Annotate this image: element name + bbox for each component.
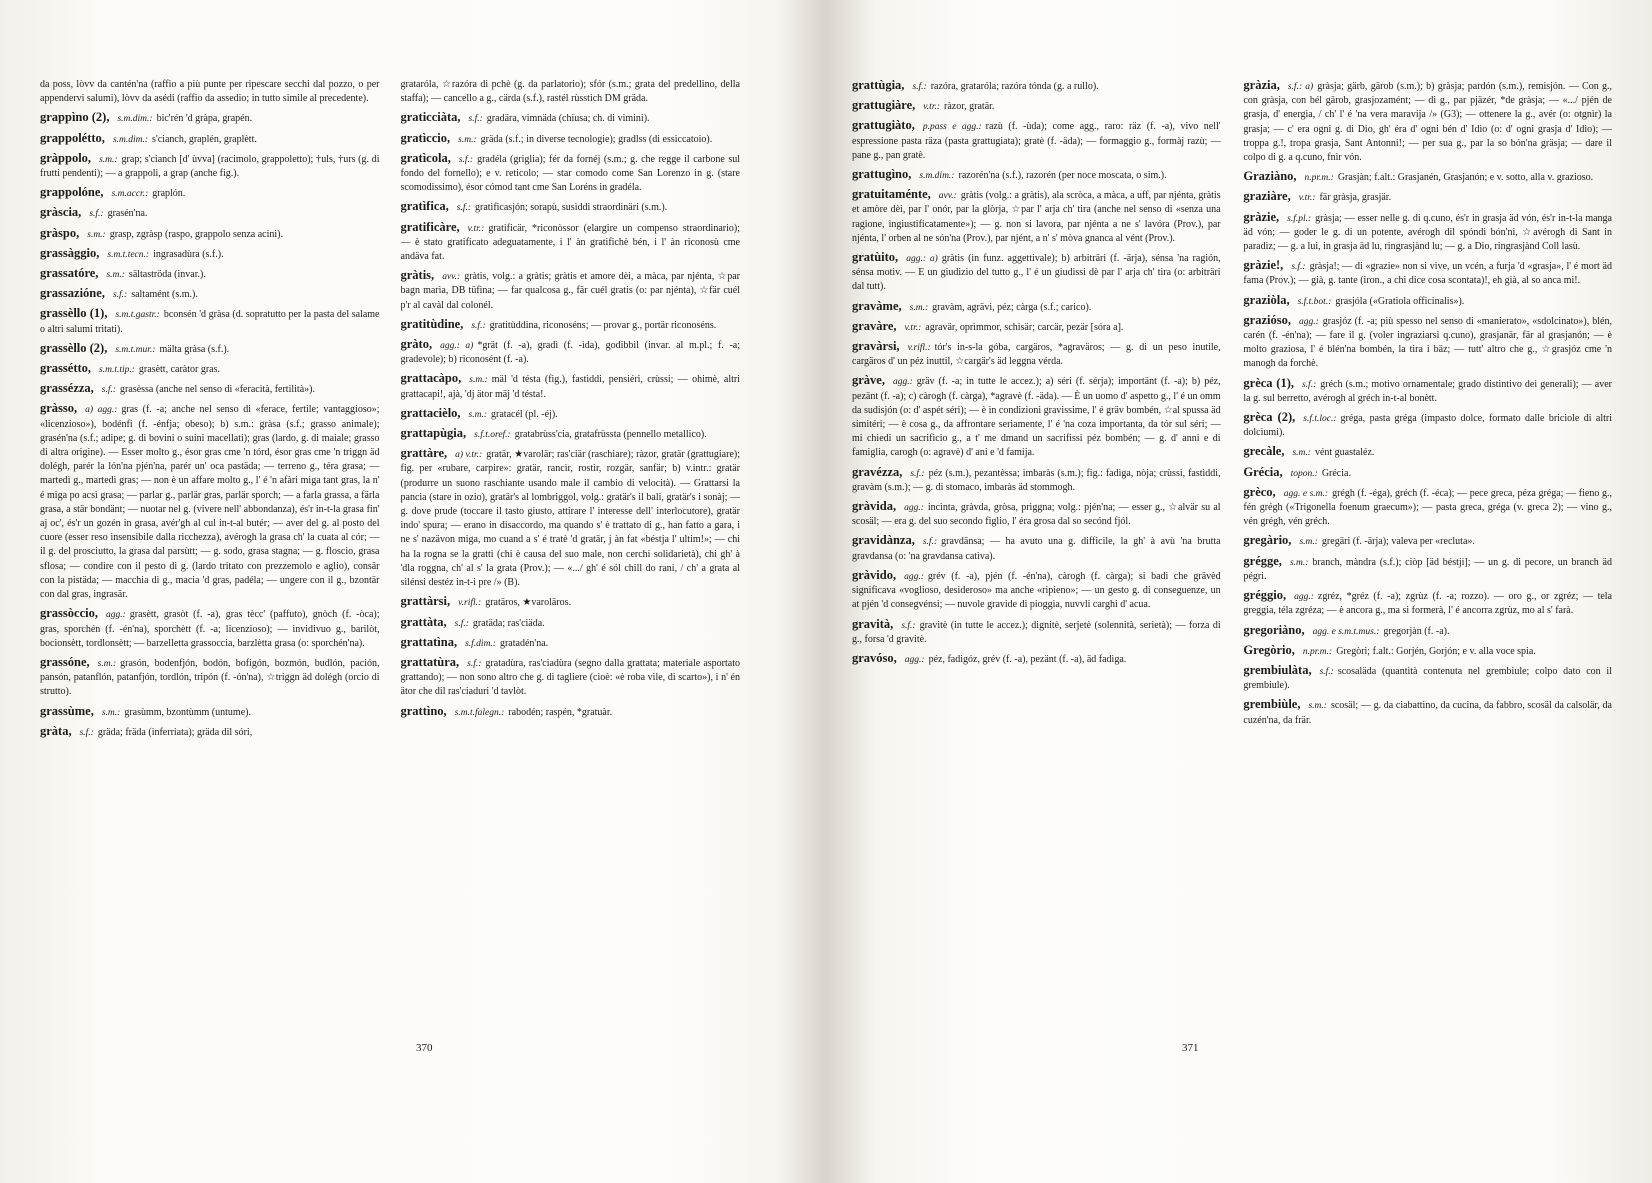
entry-definition: Grécia. bbox=[1321, 467, 1351, 479]
entry-grammar: s.m.: bbox=[1299, 537, 1318, 548]
entry-headword: grèca (1), bbox=[1243, 375, 1294, 390]
entry-grammar: s.f.pl.: bbox=[1287, 213, 1312, 224]
entry-grammar: agg.: bbox=[1294, 592, 1314, 603]
entry-headword: grassèllo (2), bbox=[40, 340, 108, 355]
entry-grammar: s.m.: bbox=[99, 154, 118, 165]
entry-definition: grasùmm, bzontùmm (untume). bbox=[124, 706, 251, 718]
entry-grammar: s.f.: bbox=[901, 620, 916, 631]
entry-definition: gratificär, *riconòssor (elargire un compenso straordinario); — è stato gratificato adeguatamente, i l' àn gratifichè bén, i l' àn riconosù cme andäva fat. bbox=[400, 222, 740, 263]
entry-headword: grecàle, bbox=[1243, 444, 1285, 459]
entry-grammar: s.f.t.loc.: bbox=[1303, 414, 1337, 425]
entry-headword: grappolóne, bbox=[40, 185, 104, 200]
entry-definition: gräda (s.f.; in diverse tecnologie); gradlss (di essiccatoio). bbox=[480, 133, 713, 145]
entry-grammar: s.f.: bbox=[456, 203, 471, 214]
dictionary-entry bbox=[1243, 258, 1612, 288]
dictionary-entry bbox=[401, 635, 741, 651]
right-page bbox=[852, 78, 1612, 1078]
entry-definition: péz (s.m.), pezantèssa; imbaràs (s.m.); fig.: fadìga, nòja; crùssi, fastìddi, gravàm (s.m.); — g. di stomaco, imbaràs äd stommogh. bbox=[852, 467, 1221, 493]
dictionary-entry bbox=[40, 110, 380, 126]
entry-definition: gratificasjón; sorapù, susìddi straordinäri (s.m.). bbox=[475, 202, 668, 214]
right-col-2 bbox=[1243, 78, 1612, 1078]
entry-definition: da poss, lòvv da cantén'na (raffio a più punte per ripescare secchi dal pozzo, o per appendervi salumi), lòvv da asédi (raffio da assedio; in tutto simile al precedente). bbox=[40, 79, 380, 105]
dictionary-entry bbox=[1243, 376, 1612, 406]
entry-headword: Grécia, bbox=[1243, 464, 1283, 479]
entry-grammar: s.f.: bbox=[79, 727, 94, 738]
left-col-2 bbox=[401, 78, 741, 1078]
dictionary-entry bbox=[852, 533, 1221, 563]
entry-headword: gràsso, bbox=[40, 401, 78, 416]
entry-grammar: s.m.t.tecn.: bbox=[107, 249, 150, 260]
entry-headword: gràscia, bbox=[40, 205, 82, 220]
entry-definition: gràsja; — esser nelle g. di q.cuno, és'r in grasja äd vón, és'r in-t-la manga äd vón; — goder le g. di un potente, avérogh dil spóndi bón'ni, ☆avérogh di Sant in paradìz; — g. a lui, in grasja äd lu, ringrasjànd lu; — g. a Dio, ringrasjànd Coll lasù. bbox=[1243, 212, 1612, 253]
dictionary-entry bbox=[852, 250, 1221, 295]
entry-headword: gràzie!, bbox=[1243, 258, 1284, 273]
entry-definition: grasén'na. bbox=[107, 208, 148, 220]
entry-grammar: s.m.t.tip.: bbox=[99, 365, 135, 376]
entry-headword: grassóne, bbox=[40, 654, 90, 669]
dictionary-entry bbox=[401, 268, 741, 313]
entry-definition: razóra, grataróla; razóra tónda (g. a rullo). bbox=[930, 81, 1099, 92]
dictionary-entry bbox=[40, 381, 380, 397]
entry-headword: gregoriàno, bbox=[1243, 622, 1305, 637]
entry-headword: gregàrio, bbox=[1243, 533, 1292, 548]
entry-headword: grassòccio, bbox=[40, 606, 98, 621]
dictionary-entry bbox=[40, 306, 380, 336]
dictionary-entry bbox=[40, 185, 380, 201]
dictionary-entry bbox=[401, 110, 741, 126]
entry-definition: grasjóz (f. -a; più spesso nel senso di «manierato», «sdolcinato»), blén, carén (f. -én'na); — fare il g. (voler ingraziarsi q.cuno), grasjanär, fär al grasjanón; — è molto graziosa, l' é blén'na bombén, la tira i bäz; — tutt' altro che g., ☆grasjóz cme 'n manogh da forchè. bbox=[1243, 315, 1612, 370]
entry-headword: Gregòrio, bbox=[1243, 642, 1295, 657]
entry-definition: Gregòri; f.alt.: Gorjén, Gorjón; e v. alla voce spia. bbox=[1336, 645, 1536, 657]
entry-grammar: s.m.: bbox=[87, 229, 106, 240]
entry-grammar: avv.: bbox=[442, 272, 461, 283]
entry-definition: gratäda; ras'ciäda. bbox=[472, 617, 545, 629]
entry-grammar: v.tr.: bbox=[1298, 193, 1316, 204]
entry-grammar: agg. e s.m.: bbox=[1283, 488, 1329, 499]
entry-grammar: s.f.: bbox=[468, 114, 483, 125]
dictionary-entry bbox=[852, 98, 1221, 114]
dictionary-entry bbox=[40, 246, 380, 262]
dictionary-entry bbox=[401, 704, 741, 720]
entry-grammar: a) agg.: bbox=[85, 405, 118, 416]
entry-definition: gratäros, ★varoläros. bbox=[485, 597, 572, 609]
entry-headword: grattatìna, bbox=[400, 634, 458, 649]
entry-definition: gradära, vimnäda (chiusa; ch. di vimini). bbox=[486, 113, 650, 125]
entry-definition: gràtis (volg.: a gràtis), ala scròca, a màca, a uff, par njénta, gràtis et amòre dèi, par l' onór, par la glòrja, ☆par l' arja ch' tira (anche nel senso di «senza una ragione, ingiustificatamente»); — g. non si lavora, par njénta a ne s' lavóra (Prov.), par njénta, l' orben al ne són'na (Prov.), par njént, a n' s' mòva gnanca al vént (Prov.). bbox=[852, 190, 1221, 244]
entry-grammar: v.tr.: bbox=[904, 322, 922, 333]
entry-headword: gràvido, bbox=[852, 567, 897, 582]
entry-definition: gradéla (griglia); fér da fornéj (s.m.; g. che regge il carbone sul fondo del fornello); e v. reticolo; — star comodo come San Lorenzo in g. (stare scomodissimo), ésor cómod tant cme San Loréns in gradéla. bbox=[400, 153, 740, 194]
dictionary-entry bbox=[1243, 465, 1612, 481]
entry-definition: s'cianch, graplén, graplètt. bbox=[152, 133, 257, 145]
entry-definition: grataróla, ☆razóra di pchè (g. da parlatorio); sfór (s.m.; grata del predellino, della staffa); — cancello a g., cärda (s.f.), rastél rùsstich DM gräda. bbox=[400, 79, 740, 105]
dictionary-entry bbox=[852, 78, 1221, 94]
entry-headword: gràta, bbox=[40, 723, 72, 738]
entry-grammar: agg.: bbox=[892, 377, 913, 388]
entry-grammar: s.f.: bbox=[454, 618, 469, 629]
entry-grammar: v.rifl.: bbox=[458, 598, 482, 609]
entry-grammar: a) v.tr.: bbox=[455, 450, 483, 461]
entry-definition: graplón. bbox=[152, 188, 186, 200]
entry-definition: gregäri (f. -ärja); valeva per «recluta». bbox=[1321, 536, 1475, 548]
entry-grammar: s.f.: bbox=[101, 385, 117, 396]
entry-definition: gratadén'na. bbox=[499, 637, 549, 649]
entry-grammar: agg.: bbox=[904, 503, 924, 514]
entry-definition: gräda; fräda (inferriata); gräda dil sóri, bbox=[97, 726, 253, 738]
dictionary-entry bbox=[1243, 697, 1612, 727]
entry-headword: gràtis, bbox=[400, 268, 435, 283]
entry-grammar: agg.: bbox=[105, 610, 126, 621]
entry-definition: gratabrùss'cia, gratafrùssta (pennello metallico). bbox=[514, 429, 707, 441]
entry-headword: Graziàno, bbox=[1243, 169, 1297, 184]
entry-definition: grasjóla («Gratiola officinalis»). bbox=[1335, 295, 1465, 307]
entry-grammar: agg.: bbox=[1298, 316, 1319, 327]
dictionary-entry bbox=[40, 78, 380, 106]
entry-definition: gratär, ★varolär; ras'ciär (raschiare); ràzor, gratär (grattugiare); fig. per «rubare, carpire»: gratär, rancìr, rostìr, rozgär, sanfär; b) v.intr.: gratär (produrre un suono raschiante usando male il cambio di velocità). — Grattarsi la pancia (stare in ozio), gratär's al lombriggol, volg.: gratär's il bali, gratär's i sonàj; — g. dove prude (toccare il tasto giusto, attirare l' interesse dell' interlocutore), gratär indo' spura; — erano in disaccordo, ma quando s' è trattato di g., han fatto a gara, i ne s' nazävon miga, mo cuand a s' é tratè 'd gratär, j àn fat «béstja l' ultim!»; — chi ha la rogna se la gratti (chi è causa del suo male, non cerchi solidarietà), chi gh' à 'dla roggna, ch' al s' la grata (Prov.); — «.../ gh' é sól chill do rani, / ch' a grata al silénsi destéz in-t-i pre /» (B). bbox=[400, 449, 740, 589]
dictionary-entry bbox=[40, 704, 380, 720]
entry-headword: grattàrsi, bbox=[400, 594, 451, 609]
entry-grammar: s.m.dim.: bbox=[112, 134, 149, 145]
entry-grammar: s.f.: a) bbox=[1287, 82, 1314, 92]
entry-definition: gràsja!; — di «grazie» non si vive, un vcén, a furja 'd «grasja», l' é mort äd fama (Prov.); — già, g. tante (iron., a chi dice cosa scontata)!, eh già, al so anca mi!. bbox=[1243, 261, 1612, 287]
entry-headword: grattacièlo, bbox=[400, 405, 461, 420]
entry-grammar: s.f.: bbox=[912, 82, 927, 92]
entry-definition: gravàm, agrävi, péz; càrga (s.f.; carico). bbox=[932, 301, 1092, 313]
entry-definition: gràsja; gärb, gärob (s.m.); b) gràsja; pardón (s.m.), remisjón. — Con g., con gràsja, con bél gärob, grasjozamént; — di g., par pjäzér, *de gràsja; — «.../ pjén de grasja, d' energia, / ch' l' é 'na vera maravija /» (G3); — ottenere la g., avér (o: otgnìr) la grasja; — c' era ogni g. di Dio, gh' éra d' ogni bén d' Idìo (o: d' ogni grasja d' Idìo); — troppa g.!, tropa grasja, Sant Antonni!; — per sua g., par la so bón'na gräsja; — dare il colpo di g. a q.cuno, fnìr vón. bbox=[1243, 81, 1612, 164]
entry-grammar: p.pass e agg.: bbox=[922, 122, 982, 133]
dictionary-entry bbox=[852, 118, 1221, 163]
entry-grammar: v.tr.: bbox=[467, 223, 485, 234]
dictionary-entry bbox=[401, 317, 741, 333]
entry-headword: grattapùgia, bbox=[400, 426, 467, 441]
dictionary-entry bbox=[1243, 623, 1612, 639]
entry-headword: grattugiàto, bbox=[852, 118, 915, 133]
dictionary-entry bbox=[40, 724, 380, 740]
entry-headword: gravàre, bbox=[852, 318, 897, 333]
entry-grammar: s.f.: bbox=[1319, 666, 1334, 677]
entry-definition: rabodén; raspén, *gratuàr. bbox=[508, 706, 613, 718]
entry-definition: gravdänsa; — ha avuto una g. difficile, la gh' à avù 'na brutta gravdansa (o: 'na gravdansa catìva). bbox=[852, 536, 1221, 562]
entry-grammar: agg.: a) bbox=[440, 341, 474, 352]
entry-grammar: s.m.t.falegn.: bbox=[454, 707, 505, 718]
dictionary-entry bbox=[40, 606, 380, 651]
dictionary-entry bbox=[40, 205, 380, 221]
dictionary-entry bbox=[401, 199, 741, 215]
entry-headword: grazióso, bbox=[1243, 312, 1291, 327]
entry-grammar: v.tr.: bbox=[923, 102, 941, 113]
entry-definition: grasèssa (anche nel senso di «feracità, fertilità»). bbox=[120, 384, 315, 396]
entry-definition: razù (f. -ùda); come agg., raro: räz (f. -a), vivo nell' espressione pasta räza (pasta grattugiata); gratè (f. -äda); — formaggio g., formàj razù; — pane g., pan gratè. bbox=[852, 121, 1221, 161]
dictionary-entry bbox=[40, 131, 380, 147]
entry-definition: grap; s'cianch [d' ùvva] (racimolo, grappoletto); †uls, †urs (g. di frutti pendenti); — a grappoli, a grap (anche fig.). bbox=[40, 153, 380, 180]
entry-headword: gravàrsi, bbox=[852, 339, 900, 354]
entry-grammar: n.pr.m.: bbox=[1302, 646, 1333, 657]
dictionary-entry bbox=[401, 371, 741, 401]
entry-grammar: topon.: bbox=[1290, 468, 1318, 479]
left-col-1 bbox=[40, 78, 380, 1078]
dictionary-entry bbox=[401, 594, 741, 610]
entry-headword: grattìno, bbox=[400, 703, 447, 718]
dictionary-entry bbox=[1243, 554, 1612, 584]
entry-grammar: s.m.: bbox=[101, 707, 121, 718]
entry-grammar: s.f.: bbox=[922, 537, 938, 548]
entry-definition: Grasjàn; f.alt.: Grasjanén, Grasjanón; e v. sotto, alla v. grazioso. bbox=[1337, 172, 1594, 184]
entry-grammar: s.f.: bbox=[910, 468, 925, 479]
entry-grammar: s.m.t.mur.: bbox=[115, 344, 156, 355]
dictionary-entry bbox=[40, 151, 380, 181]
entry-headword: grassàggio, bbox=[40, 245, 100, 260]
entry-grammar: s.m.: bbox=[97, 658, 117, 669]
entry-headword: grassùme, bbox=[40, 703, 94, 718]
dictionary-entry bbox=[401, 426, 741, 442]
entry-headword: grattùgia, bbox=[852, 78, 905, 92]
entry-headword: grattatùra, bbox=[400, 654, 460, 669]
entry-headword: gratìcola, bbox=[400, 150, 451, 165]
dictionary-entry bbox=[401, 655, 741, 700]
page-number-left: 370 bbox=[416, 1042, 433, 1054]
entry-definition: gràtis (in funz. aggettivale); b) arbiträri (f. -ärja), sénsa 'na ragión, sénsa motìv. — E un giudizio del tutto g., l' é un giudissi dè par l' arja ch' tira (o: arbiträri dal tutt). bbox=[852, 253, 1221, 293]
entry-grammar: avv.: bbox=[938, 191, 957, 202]
entry-definition: scosaläda (quantità contenuta nel grembiule; colpo dato con il grembiule). bbox=[1243, 665, 1612, 692]
left-page bbox=[40, 78, 740, 1078]
entry-grammar: s.m.: bbox=[909, 302, 929, 313]
entry-grammar: s.f.: bbox=[471, 320, 486, 331]
entry-grammar: s.m.: bbox=[1292, 448, 1311, 459]
entry-grammar: s.m.: bbox=[106, 270, 125, 281]
entry-definition: mäl 'd tésta (fig.), fastìddi, pensiéri, crùssi; — ohimè, altri grattacapi!, ajà, 'dj ätor mäj 'd tésta!. bbox=[400, 374, 740, 400]
dictionary-entry bbox=[401, 406, 741, 422]
dictionary-entry bbox=[1243, 533, 1612, 549]
entry-definition: grasón, bodenfjón, bodón, bofigón, bozmón, budlón, pación, pansón, patanflón, patanfjón, tordlón, tripón (f. -ón'na), ☆triggn äd dolégh (orcio di strutto). bbox=[40, 657, 380, 698]
entry-headword: gratitùdine, bbox=[400, 316, 464, 331]
entry-definition: gras (f. -a; anche nel senso di «ferace, fertile; vantaggioso»; «licenzioso»), bodénfi (f. -énfja; obeso); b) s.m.: gràsa (s.f.; grasso animale); grasén'na (s.f.; adipe; g. di bovini o suini macellati); gras (lardo, g. di maiale; grasso di altra origine). — Esser molto g., ésor gras cme 'n tórd, ésor gras cme 'n triggn äd dolégh, parér la lón'na pjén'na, parér un' oca pastäda; — terreno g., téra grasa; — martedì g., martedì gras; — non è un affare molto g., l' é 'n afàri miga tant gras, la n' é miga po acsì grasa; — parlar g., parlär gras, parlär sporch; — a farla grassa, a färla grasa, a stär bondänt; — nuotar nel g. (vivere nell' abbondanza), és'r in-t-la grasa fin' aj oc', és'r un gozén in grasa, avér'gh al cul in-t-al butér; — aver del g. al posto del cuore (esser reso insensibile dalla ricchezza), avérogh la grasa ch' la cuata al cór; — il g. del prosciutto, la grasa dal parsùtt; — g. sodo, grasa stagna; — g. floscio, grasa sflosa; — condire con il pesto di g. (lardo tritato con prezzemolo e aglio), consär con la pistäda; — macchia di g., macia 'd gras, padéla; — ungere con il g., bzontär con dal gras, ingrasär. bbox=[40, 404, 380, 601]
entry-grammar: agg. e s.m.t.mus.: bbox=[1312, 626, 1380, 637]
entry-headword: grappolétto, bbox=[40, 130, 105, 145]
dictionary-entry bbox=[40, 286, 380, 302]
dictionary-entry bbox=[1243, 189, 1612, 205]
entry-grammar: s.m.dim.: bbox=[117, 114, 153, 125]
entry-definition: ràzor, gratär. bbox=[944, 101, 995, 113]
entry-definition: grégh (f. -éga), gréch (f. -éca); — pece greca, péza gréga; — fieno g., fén grégh («Trigonella foenum graecum»); — pasta greca, gréga (v. greca 2); — vino g., vén grégh, vén gréch. bbox=[1243, 487, 1612, 528]
entry-grammar: s.f.: bbox=[89, 209, 104, 220]
dictionary-entry bbox=[1243, 663, 1612, 693]
entry-headword: grassétto, bbox=[40, 361, 92, 376]
entry-headword: grattugìno, bbox=[852, 167, 912, 182]
entry-grammar: s.m.dim.: bbox=[919, 171, 955, 182]
entry-grammar: s.m.: bbox=[468, 409, 488, 420]
entry-headword: gràspo, bbox=[40, 225, 80, 240]
dictionary-entry bbox=[1243, 210, 1612, 255]
entry-headword: gravità, bbox=[852, 616, 894, 631]
entry-grammar: agg.: a) bbox=[906, 254, 938, 265]
entry-headword: gràto, bbox=[400, 337, 433, 352]
dictionary-entry bbox=[852, 187, 1221, 246]
entry-definition: zgréz, *gréz (f. -a); zgrùz (f. -a; rozzo). — oro g., or zgréz; — tela greggia, téla zgréza; — è ancora g., ma si formerà, l' é ancorra zgrùz, mo al s' farà. bbox=[1243, 591, 1612, 617]
entry-grammar: s.m.t.gastr.: bbox=[115, 310, 160, 321]
entry-headword: grassézza, bbox=[40, 381, 94, 396]
entry-grammar: s.m.: bbox=[1289, 557, 1309, 568]
entry-headword: graziàre, bbox=[1243, 189, 1291, 204]
page-number-right: 371 bbox=[1182, 1042, 1199, 1054]
entry-headword: grégge, bbox=[1243, 553, 1282, 568]
dictionary-entry bbox=[852, 373, 1221, 460]
entry-headword: grembiulàta, bbox=[1243, 662, 1312, 677]
entry-definition: gratacél (pl. -éj). bbox=[491, 408, 558, 420]
entry-headword: gràzia, bbox=[1243, 78, 1280, 92]
dictionary-entry bbox=[40, 226, 380, 242]
dictionary-entry bbox=[852, 319, 1221, 335]
entry-grammar: s.f.: bbox=[458, 154, 474, 165]
entry-definition: gràtis, volg.: a gràtis; gràtis et amore dèi, a màca, par njénta, ☆par bagn marìa, DB tüfìna; — far qualcosa g., fär cuél gratis (o: par njénta), ☆fär cuél p'r al cavàl dal colonél. bbox=[400, 271, 740, 311]
entry-definition: grasètt, caràtor gras. bbox=[138, 364, 220, 376]
entry-grammar: n.pr.m.: bbox=[1304, 173, 1334, 184]
entry-headword: gravézza, bbox=[852, 464, 903, 479]
entry-grammar: s.f.dim.: bbox=[465, 638, 496, 649]
entry-headword: gràvida, bbox=[852, 499, 897, 514]
entry-definition: péz, fadigóz, grév (f. -a), pezänt (f. -a), äd fadìga. bbox=[928, 653, 1127, 665]
entry-headword: gravidànza, bbox=[852, 533, 915, 548]
dictionary-entry bbox=[1243, 313, 1612, 372]
entry-definition: gravitè (in tutte le accez.); dignitè, serjetè (solennità, serietà); — forza di g., forsa 'd gravitè. bbox=[852, 619, 1221, 645]
dictionary-entry bbox=[852, 167, 1221, 183]
dictionary-entry bbox=[1243, 485, 1612, 530]
entry-headword: gratùito, bbox=[852, 250, 899, 265]
entry-grammar: s.m.accr.: bbox=[111, 189, 149, 200]
entry-headword: grappìno (2), bbox=[40, 110, 110, 125]
entry-definition: tór's in-s-la góba, cargäros, *agraväros; — g. di un peso inutile, cargäros d' un péz inuttil, ☆cargär's äd leggna vérda. bbox=[852, 342, 1221, 368]
entry-definition: scosäl; — g. da ciabattino, da cucina, da fabbro, scosäl da calsolär, da cuzén'na, da frär. bbox=[1243, 700, 1612, 726]
dictionary-entry bbox=[1243, 293, 1612, 309]
entry-headword: gratuitaménte, bbox=[852, 187, 931, 202]
entry-headword: grèca (2), bbox=[1243, 410, 1296, 425]
entry-headword: gratificàre, bbox=[400, 219, 460, 234]
dictionary-entry bbox=[1243, 588, 1612, 618]
dictionary-entry bbox=[852, 617, 1221, 647]
dictionary-entry bbox=[1243, 410, 1612, 440]
entry-grammar: s.m.: bbox=[469, 375, 488, 386]
entry-definition: gréch (s.m.; motivo ornamentale; grado distintivo dei generali); — aver la g. sul berretto, avérogh al gréch in-t-al bonètt. bbox=[1243, 378, 1612, 404]
dictionary-entry bbox=[40, 655, 380, 700]
entry-definition: vént guastaléz. bbox=[1314, 447, 1375, 459]
dictionary-entry bbox=[40, 361, 380, 377]
dictionary-entry bbox=[401, 446, 741, 590]
entry-definition: saltamént (s.m.). bbox=[131, 289, 198, 301]
entry-grammar: s.f.: bbox=[1291, 262, 1306, 273]
entry-definition: mälta gràsa (s.f.). bbox=[159, 343, 230, 355]
entry-grammar: agg.: bbox=[904, 654, 925, 665]
entry-definition: grév (f. -a), pjén (f. -én'na), càrogh (f. càrga); si badi che grävèd significava «voglioso, desideroso» ma anche «ripieno»; — un gesto g. di conseguenze, un at pjén 'd consegvénsi; — nuvole gravide di pioggia, nuvvli carghi d' acua. bbox=[852, 570, 1221, 611]
entry-grammar: s.f.t.oref.: bbox=[474, 430, 511, 441]
dictionary-entry bbox=[1243, 169, 1612, 185]
entry-definition: gréga, pasta gréga (impasto dolce, formato dalle briciole di altri dolciumi). bbox=[1243, 413, 1612, 439]
entry-grammar: s.f.: bbox=[1301, 379, 1317, 390]
dictionary-entry bbox=[401, 220, 741, 265]
entry-grammar: s.m.: bbox=[1308, 701, 1327, 712]
entry-definition: bconsén 'd gràsa (d. sopratutto per la pasta del salame o altri salumi tritati). bbox=[40, 309, 380, 335]
dictionary-entry bbox=[401, 151, 741, 196]
entry-grammar: s.f.: bbox=[467, 658, 482, 669]
entry-grammar: s.f.: bbox=[112, 290, 128, 301]
entry-definition: bic'rén 'd gràpa, grapén. bbox=[156, 113, 253, 125]
entry-headword: gràppolo, bbox=[40, 150, 92, 165]
entry-definition: gratitùddina, riconoséns; — provar g., portär riconoséns. bbox=[489, 319, 717, 331]
dictionary-entry bbox=[401, 337, 741, 367]
dictionary-entry bbox=[40, 401, 380, 602]
entry-definition: agravär, oprìmmor, schisär; carcär, pezär [sóra a]. bbox=[925, 321, 1124, 333]
entry-headword: grattugiàre, bbox=[852, 98, 916, 113]
dictionary-entry bbox=[40, 341, 380, 357]
entry-headword: gratìccio, bbox=[400, 130, 451, 145]
dictionary-entry bbox=[852, 651, 1221, 667]
entry-headword: grassèllo (1), bbox=[40, 306, 108, 321]
entry-headword: gravàme, bbox=[852, 298, 902, 313]
entry-headword: graticciàta, bbox=[400, 110, 461, 125]
dictionary-entry bbox=[1243, 444, 1612, 460]
entry-definition: incìnta, gràvda, gròsa, prìggna; volg.: pjén'na; — esser g., ☆alvär su al scosäl; — era g. del suo secondo figlio, l' éra grosa dal so secónd fjól. bbox=[852, 502, 1221, 528]
dictionary-entry bbox=[852, 499, 1221, 529]
dictionary-entry bbox=[852, 568, 1221, 613]
entry-definition: grasètt, grasòt (f. -a), gras tècc' (paffuto), gnòch (f. -òca); gras, sporchén (f. -én'na), sporchètt (f. -a; licenzioso); — invidivuo g., barilòt, bocionsètt, tordlonsètt; — barzelletta grassoccia, barzlètta grasa (o: sporchén'na). bbox=[40, 609, 380, 649]
entry-headword: grattàta, bbox=[400, 614, 447, 629]
dictionary-entry bbox=[852, 465, 1221, 495]
entry-definition: fär gràsja, grasjär. bbox=[1319, 192, 1392, 204]
entry-headword: gratìfica, bbox=[400, 199, 449, 214]
dictionary-entry bbox=[852, 299, 1221, 315]
entry-headword: gravóso, bbox=[852, 650, 897, 665]
entry-headword: grassatóre, bbox=[40, 266, 99, 281]
entry-headword: grembiùle, bbox=[1243, 697, 1301, 712]
entry-definition: sältaströda (invar.). bbox=[128, 269, 206, 281]
dictionary-entry bbox=[401, 78, 741, 106]
dictionary-entry bbox=[1243, 643, 1612, 659]
entry-grammar: s.m.: bbox=[458, 134, 477, 145]
entry-definition: ingrasadùra (s.f.). bbox=[153, 248, 224, 260]
right-col-1 bbox=[852, 78, 1221, 1078]
entry-definition: gratadùra, ras'ciadùra (segno dalla grattata; materiale asportato grattando); — non sono altro che g. di tagliere (cioè: «è roba vile, di scarto»), i n' én ätor che dil ras'ciaduri 'd tavlòt. bbox=[400, 657, 740, 698]
entry-headword: grassazióne, bbox=[40, 286, 105, 301]
entry-headword: grèco, bbox=[1243, 484, 1276, 499]
dictionary-entry bbox=[401, 131, 741, 147]
entry-definition: gregorjàn (f. -a). bbox=[1383, 625, 1450, 637]
entry-grammar: agg.: bbox=[904, 571, 924, 582]
entry-headword: gréggio, bbox=[1243, 588, 1287, 603]
entry-definition: gräv (f. -a; in tutte le accez.); a) séri (f. sérja); importänt (f. -a); b) péz, pezänt (f. -a); c) càrogh (f. càrga), *agravè (f. -äda). — È un uomo d' aspetto g., l' é un omm da sudisjón (o: d' aspét séri); — è in condizioni gravissime, l' é gräv bombén, ☆al spussa äd simitéri; — è cosa g., da affrontare seriamente, l' é 'na coza importanta, da tór sul séri; — mi chiedi un sacrificio g., a t' me dmand un sacrifissi péz bombén; — g. d' anni e di famiglia, carogh (o: agravè) d' ani e 'd famija. bbox=[852, 376, 1221, 459]
dictionary-entry bbox=[401, 615, 741, 631]
entry-definition: razorén'na (s.f.), razorén (per noce moscata, o sim.). bbox=[958, 170, 1167, 182]
entry-definition: grasp, zgràsp (raspo, grappolo senza acini). bbox=[109, 228, 284, 240]
dictionary-entry bbox=[852, 339, 1221, 369]
entry-definition: *grät (f. -a), gradì (f. -ìda), godibbil (invar. al m.pl.; f. -a; gradevole); b) riconosént (f. -a). bbox=[400, 340, 740, 366]
entry-headword: gràzie, bbox=[1243, 209, 1280, 224]
entry-grammar: v.rifl.: bbox=[907, 343, 931, 354]
entry-headword: gràve, bbox=[852, 373, 885, 388]
dictionary-entry bbox=[1243, 78, 1612, 165]
entry-headword: grattàre, bbox=[400, 446, 448, 461]
entry-grammar: s.f.t.bot.: bbox=[1297, 296, 1332, 307]
entry-definition: branch, màndra (s.f.); ciòp [äd béstji]; — un g. di pecore, un branch äd pégri. bbox=[1243, 556, 1612, 582]
dictionary-entry bbox=[40, 266, 380, 282]
entry-headword: grattacàpo, bbox=[400, 371, 462, 386]
entry-headword: graziòla, bbox=[1243, 292, 1290, 307]
